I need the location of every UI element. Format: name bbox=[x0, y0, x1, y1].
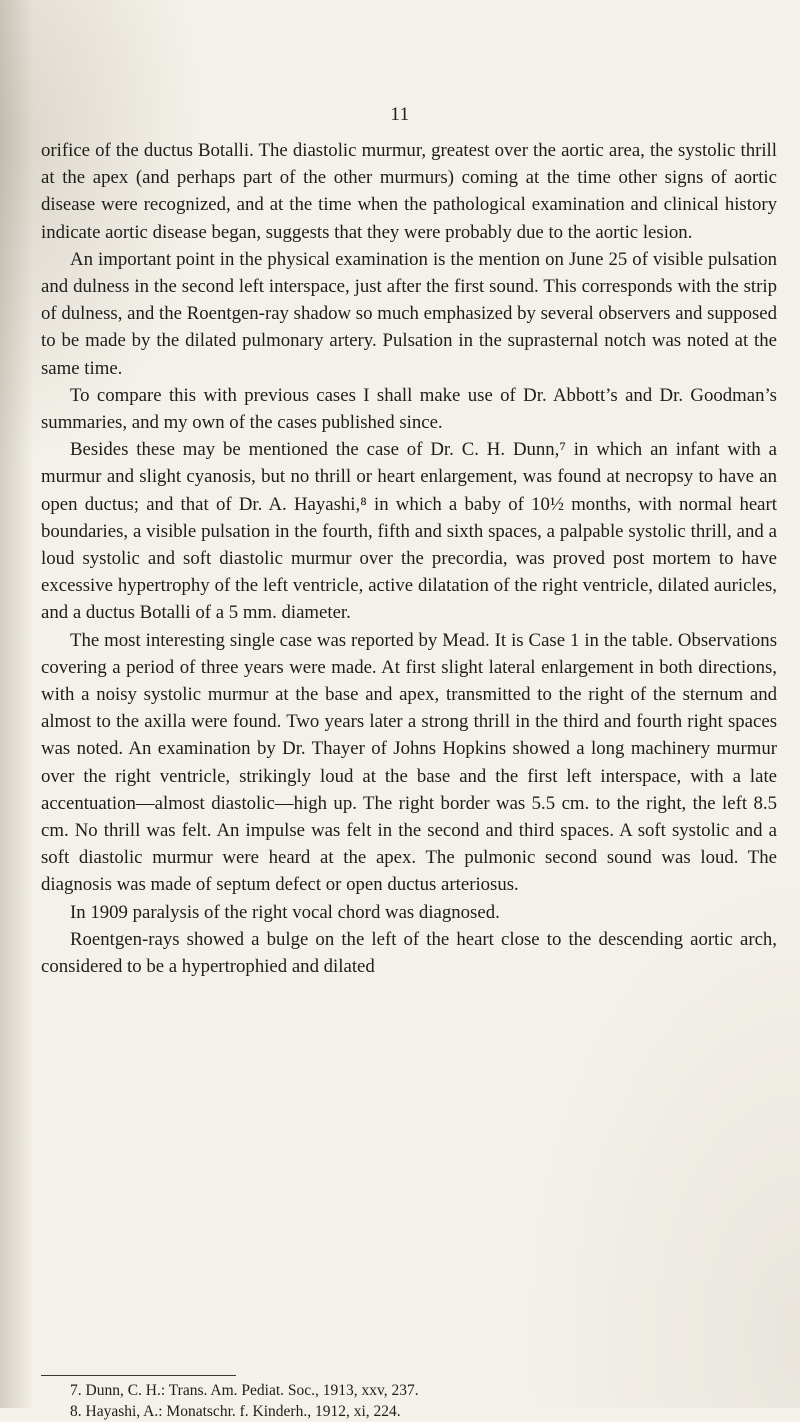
footnotes bbox=[70, 1380, 770, 1422]
paragraph-6: In 1909 paralysis of the right vocal chord was diagnosed. bbox=[70, 901, 500, 923]
page-edge-shadow bbox=[0, 0, 34, 1408]
footnote-divider bbox=[41, 1375, 236, 1376]
footnote-8: 8. Hayashi, A.: Monatschr. f. Kinderh., 1912, xi, 224. bbox=[70, 1403, 401, 1420]
footnote-7: 7. Dunn, C. H.: Trans. Am. Pediat. Soc., 1913, xxv, 237. bbox=[70, 1382, 419, 1399]
page-number: 11 bbox=[390, 104, 410, 125]
paragraph-4: Besides these may be mentioned the case of Dr. C. H. Dunn,⁷ in which an infant with a murmur and slight cyanosis, but no thrill or heart enlargement, was found at necropsy to have an open ductus; and that of Dr. A. Hayashi,⁸ in which a baby of 10½ months, with normal heart boundaries, a visible pulsation in the fourth, fifth and sixth spaces, a palpable systolic thrill, and a loud systolic and soft diastolic murmur over the precordia, was proved post mortem to have excessive hypertrophy of the left ventricle, active dilatation of the right ventricle, dilated auricles, and a ductus Botalli of a 5 mm. diameter. bbox=[41, 439, 777, 624]
paragraph-7: Roentgen-rays showed a bulge on the left of the heart close to the descending aortic arch, considered to be a hypertrophied and dilated bbox=[41, 928, 777, 978]
paragraph-2: An important point in the physical examination is the mention on June 25 of visible pulsation and dulness in the second left interspace, just after the first sound. This corresponds with the strip of dulness, and the Roentgen-ray shadow so much emphasized by several observers and supposed to be made by the dilated pulmonary artery. Pulsation in the suprasternal notch was noted at the same time. bbox=[41, 248, 777, 379]
body-text bbox=[41, 137, 777, 980]
paragraph-5: The most interesting single case was reported by Mead. It is Case 1 in the table. Observations covering a period of three years were made. At first slight lateral enlargement in both directions, with a noisy systolic murmur at the base and apex, transmitted to the right of the sternum and almost to the axilla were found. Two years later a strong thrill in the third and fourth right spaces was noted. An examination by Dr. Thayer of Johns Hopkins showed a long machinery murmur over the right ventricle, strikingly loud at the base and the first left interspace, with a late accentuation—almost diastolic—high up. The right border was 5.5 cm. to the right, the left 8.5 cm. No thrill was felt. An impulse was felt in the second and third spaces. A soft systolic and a soft diastolic murmur were heard at the apex. The pulmonic second sound was loud. The diagnosis was made of septum defect or open ductus arteriosus. bbox=[41, 629, 777, 896]
paragraph-1: orifice of the ductus Botalli. The diastolic murmur, greatest over the aortic area, the systolic thrill at the apex (and perhaps part of the other murmurs) coming at the time other signs of aortic disease were recognized, and at the time when the pathological examination and clinical history indicate aortic disease began, suggests that they were probably due to the aortic lesion. bbox=[41, 140, 777, 243]
paragraph-3: To compare this with previous cases I shall make use of Dr. Abbott’s and Dr. Goodman’s summaries, and my own of the cases published since. bbox=[41, 384, 777, 434]
